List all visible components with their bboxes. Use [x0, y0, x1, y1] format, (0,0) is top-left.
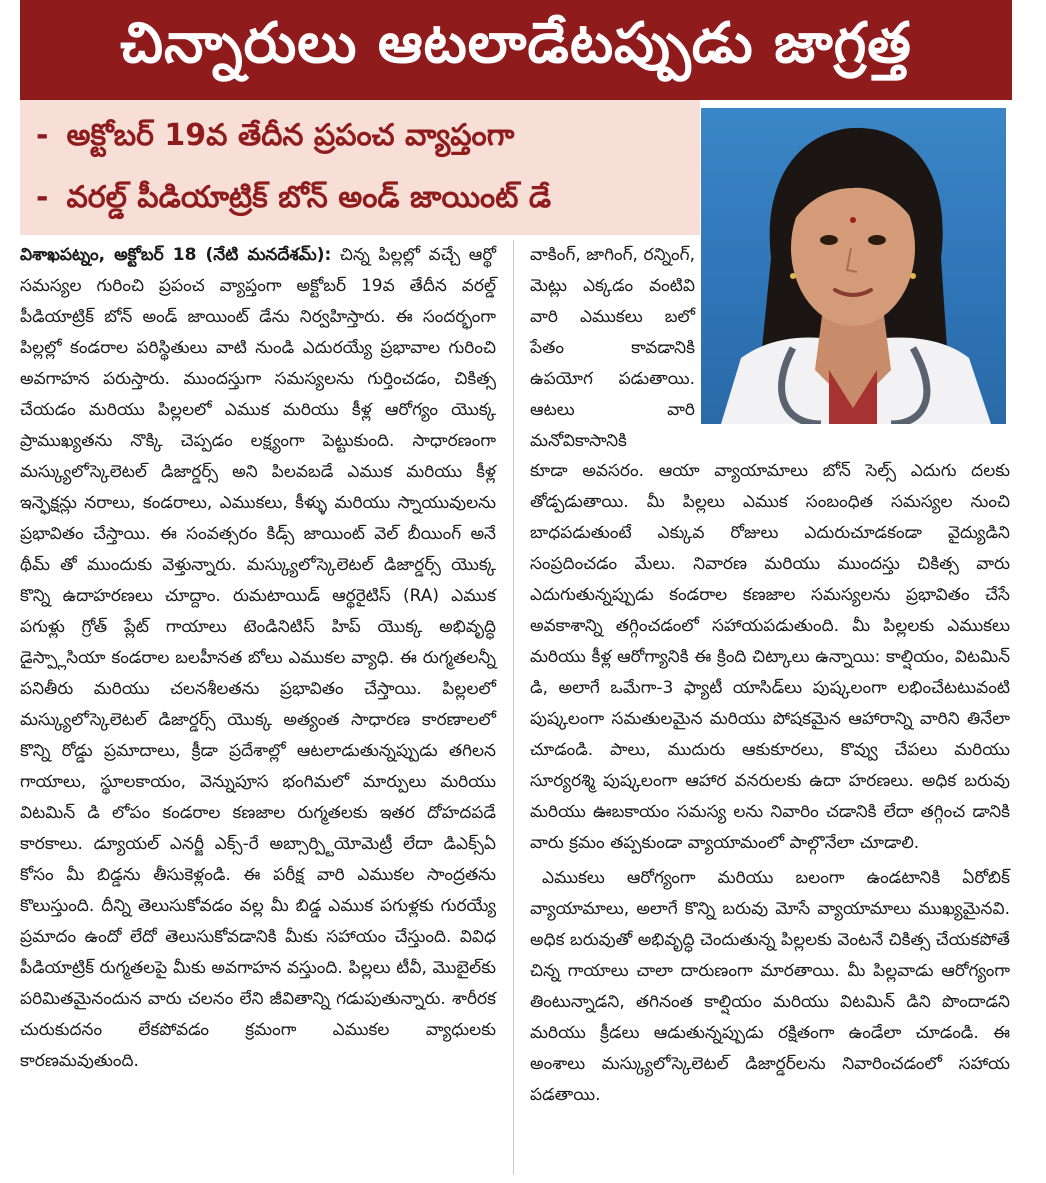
right-paragraph-2: ఎముకలు ఆరోగ్యంగా మరియు బలంగా ఉండటానికి ఏరోబిక్ వ్యాయామాలు, అలాగే కొన్ని బరువు మోసే వ్యాయామాలు ముఖ్యమైనవి. అధిక బరువుతో అభివృద్ధి చెందుతున్న పిల్లలకు వెంటనే చికిత్స చేయకపోతే చిన్న గాయాలు చాలా దారుణంగా మారతాయి. మీ పిల్లవాడు ఆరోగ్యంగా తింటున్నాడని, తగినంత కాల్షియం మరియు విటమిన్ డిని పొందాడని మరియు క్రీడలు ఆడుతున్నప్పుడు రక్షితంగా ఉండేలా చూడండి. ఈ అంశాలు మస్క్యులోస్కెలెటల్ డిజార్డర్‌లను నివారించడంలో సహాయ పడతాయి.: [530, 868, 1010, 1105]
dateline: విశాఖపట్నం, అక్టోబర్ 18 (నేటి మనదేశమ్):: [20, 245, 332, 265]
subheading-2: [36, 180, 551, 222]
subheading-dash: -: [36, 180, 49, 215]
subheading-1: [36, 118, 514, 160]
right-column-top-text: వాకింగ్, జాగింగ్, రన్నింగ్, మెట్లు ఎక్కడం వంటివి వారి ఎముకలు బలో పేతం కావడానికి ఉపయోగ పడుతాయి. ఆటలు వారి మనోవికాసానికి: [530, 245, 695, 451]
subheading-2-text: వరల్డ్ పీడియాట్రిక్ బోన్ అండ్ జాయింట్ డే: [66, 180, 552, 215]
doctor-photo: [701, 108, 1006, 424]
headline: చిన్నారులు ఆటలాడేటప్పుడు జాగ్రత్త: [120, 10, 912, 76]
headline-banner: [20, 0, 1012, 100]
article-right-column-top: [530, 240, 695, 457]
left-column-text: చిన్న పిల్లల్లో వచ్చే ఆర్థో సమస్యల గురించి ప్రపంచ వ్యాప్తంగా అక్టోబర్ 19వ తేదీన వరల్డ్ పీడియాట్రిక్ బోన్ అండ్ జాయింట్ డేను నిర్వహిస్తారు. ఈ సందర్భంగా పిల్లల్లో కండరాల పరిస్థితులు వాటి నుండి ఎదురయ్యే ప్రభావాల గురించి అవగాహన పరుస్తారు. ముందస్తుగా సమస్యలను గుర్తించడం, చికిత్స చేయడం మరియు పిల్లలలో ఎముక మరియు కీళ్ల ఆరోగ్యం యొక్క ప్రాముఖ్యతను నొక్కి చెప్పడం లక్ష్యంగా పెట్టుకుంది. సాధారణంగా మస్క్యులోస్కెలెటల్ డిజార్డర్స్ అని పిలవబడే ఎముక మరియు కీళ్ల ఇన్ఫెక్షన్లు నరాలు, కండరాలు, ఎముకలు, కీళ్ళు మరియు స్నాయువులను ప్రభావితం చేస్తాయి. ఈ సంవత్సరం కిడ్స్ జాయింట్ వెల్ బీయింగ్ అనే థీమ్ తో ముందుకు వెళ్తున్నారు. మస్క్యులోస్కెలెటల్ డిజార్డర్స్ యొక్క కొన్ని ఉదాహరణలు చూద్దాం. రుమటాయిడ్ ఆర్థరైటిస్ (RA) ఎముక పగుళ్లు గ్రోత్ ప్లేట్ గాయాలు టెండినిటిస్ హిప్ యొక్క అభివృద్ధి డైస్ప్లాసియా కండరాల బలహీనత బోలు ఎముకల వ్యాధి. ఈ రుగ్మతలన్నీ పనితీరు మరియు చలనశీలతను ప్రభావితం చేస్తాయి. పిల్లలలో మస్క్యులోస్కెలెటల్ డిజార్డర్స్ యొక్క అత్యంత సాధారణ కారణాలలో కొన్ని రోడ్డు ప్రమాదాలు, క్రీడా ప్రదేశాల్లో ఆటలాడుతున్నప్పుడు తగిలన గాయాలు, స్థూలకాయం, వెన్నుపూస భంగిమలో మార్పులు మరియు విటమిన్ డి లోపం కండరాల కణజాల రుగ్మతలకు ఇతర దోహదపడే కారకాలు. డ్యూయల్ ఎనర్జీ ఎక్స్-రే అబ్సార్ప్టియోమెట్రీ లేదా డిఎక్స్ఏ కోసం మీ బిడ్డను తీసుకెళ్లండి. ఈ పరీక్ష వారి ఎముకల సాంద్రతను కొలుస్తుంది. దీన్ని తెలుసుకోవడం వల్ల మీ బిడ్డ ఎముక పగుళ్లకు గురయ్యే ప్రమాదం ఉందో లేదో తెలుసుకోవడానికి మీకు సహాయం చేస్తుంది. వివిధ పీడియాట్రిక్ రుగ్మతలపై మీకు అవగాహన వస్తుంది. పిల్లలు టీవీ, మొబైల్‌కు పరిమితమైనందున వారు చలనం లేని జీవితాన్ని గడుపుతున్నారు. శారీరక చురుకుదనం లేకపోవడం క్రమంగా ఎముకల వ్యాధులకు కారణమవుతుంది.: [20, 245, 497, 1071]
column-divider: [513, 240, 514, 1175]
article-left-column: [20, 240, 496, 1077]
subheading-dash: -: [36, 118, 49, 153]
right-paragraph-1: కూడా అవసరం. ఆయా వ్యాయామాలు బోన్ సెల్స్ ఎదుగు దలకు తోడ్పడుతాయి. మీ పిల్లలు ఎముక సంబంధిత సమస్యల నుంచి బాధపడుతుంటే ఎక్కువ రోజులు ఎదురుచూడకండా వైద్యుడిని సంప్రదించడం మేలు. నివారణ మరియు ముందస్తు చికిత్స వారు ఎదుగుతున్నప్పుడు కండరాల కణజాల సమస్యలను ప్రభావితం చేసే అవకాశాన్ని తగ్గించడంలో సహాయపడుతుంది. మీ పిల్లలకు ఎముకలు మరియు కీళ్ల ఆరోగ్యానికి ఈ క్రింది చిట్కాలు ఉన్నాయి: కాల్షియం, విటమిన్ డి, అలాగే ఒమేగా-3 ఫ్యాటీ యాసిడ్‌లు పుష్కలంగా లభించేటటువంటి పుష్కలంగా సమతులమైన మరియు పోషకమైన ఆహారాన్ని వారిని తినేలా చూడండి. పాలు, ముదురు ఆకుకూరలు, కొవ్వు చేపలు మరియు సూర్యరశ్మి పుష్కలంగా ఆహార వనరులకు ఉదా హరణలు. అధిక బరువు మరియు ఊబకాయం సమస్య లను నివారిం చడానికి లేదా తగ్గించ డానికి వారు క్రమం తప్పకుండా వ్యాయామంలో పాల్గొనేలా చూడాలి.: [530, 461, 1010, 853]
subheading-1-text: అక్టోబర్ 19వ తేదీన ప్రపంచ వ్యాప్తంగా: [66, 118, 515, 153]
doctor-portrait-illustration: [701, 108, 1006, 424]
article-right-column: [530, 456, 1010, 1111]
